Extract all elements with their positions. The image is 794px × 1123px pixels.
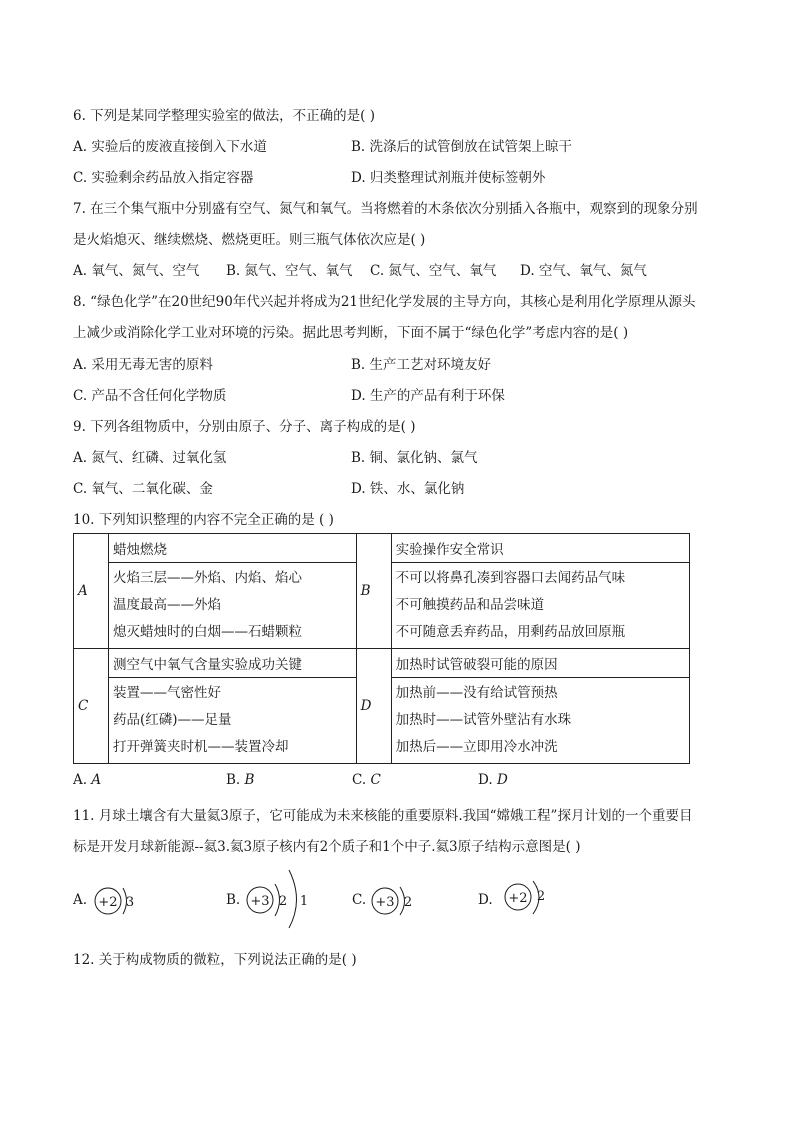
q7-option-b: B. 氮气、空气、氧气	[226, 263, 353, 279]
table-body-d	[391, 678, 689, 764]
q11-option-d-diagram	[503, 878, 558, 928]
q11-option-b-diagram	[244, 866, 314, 928]
q10-answer-d	[478, 772, 508, 788]
table-label-b: B	[356, 534, 391, 649]
table-label-d: D	[356, 649, 391, 764]
q8-option-a: A. 采用无毒无害的原料	[73, 357, 213, 373]
table-body-a	[109, 563, 357, 649]
q11-option-b-label: B.	[226, 892, 241, 908]
q6-stem: 6. 下列是某同学整理实验室的做法，不正确的是( )	[73, 108, 375, 124]
q10-answer-c-label: C.	[352, 772, 371, 788]
q10-answer-a	[73, 772, 101, 788]
q11-option-a-diagram	[92, 882, 142, 922]
table-label-a: A	[74, 534, 109, 649]
table-a-line-2: 温度最高——外焰	[113, 597, 221, 613]
q7-stem-line2: 是火焰熄灭、继续燃烧、燃烧更旺。则三瓶气体依次应是( )	[73, 232, 426, 248]
q10-answer-b-label: B.	[226, 772, 245, 788]
q9-option-d: D. 铁、水、氯化钠	[351, 481, 465, 497]
q7-option-a: A. 氧气、氮气、空气	[73, 263, 200, 279]
table-b-line-1: 不可以将鼻孔凑到容器口去闻药品气味	[395, 570, 626, 586]
table-body-b	[391, 563, 689, 649]
table-c-line-3: 打开弹簧夹时机——装置冷却	[113, 739, 289, 755]
q10-answer-c-value: C	[370, 772, 381, 788]
q8-stem-line1: 8. “绿色化学”在20世纪90年代兴起并将成为21世纪化学发展的主导方向，其核心是利用化学原理从源头	[73, 294, 696, 310]
knowledge-table	[73, 533, 690, 764]
table-d-line-3: 加热后——立即用冷水冲洗	[395, 739, 558, 755]
q9-stem: 9. 下列各组物质中，分别由原子、分子、离子构成的是( )	[73, 419, 416, 435]
q8-option-b: B. 生产工艺对环境友好	[351, 357, 492, 373]
q11-option-a-label: A.	[73, 892, 88, 908]
q11-b-shell-2-arc	[289, 870, 297, 928]
q6-option-a: A. 实验后的废液直接倒入下水道	[73, 139, 267, 155]
q10-answer-d-value: D	[496, 772, 508, 788]
q8-option-d: D. 生产的产品有利于环保	[351, 388, 505, 404]
table-c-line-1: 装置——气密性好	[113, 685, 221, 701]
q10-answer-d-label: D.	[478, 772, 497, 788]
table-a-line-1: 火焰三层——外焰、内焰、焰心	[113, 570, 302, 586]
q11-option-d-label: D.	[478, 892, 493, 908]
table-label-c: C	[74, 649, 109, 764]
table-c-line-2: 药品(红磷)——足量	[113, 712, 232, 728]
q11-stem-line1: 11. 月球土壤含有大量氦3原子，它可能成为未来核能的重要原料.我国“嫦娥工程”探月计划的一个重要目	[73, 808, 693, 824]
q11-b-shell-1: 2	[278, 894, 288, 909]
q10-answer-b	[226, 772, 254, 788]
q8-option-c: C. 产品不含任何化学物质	[73, 388, 227, 404]
q6-option-c: C. 实验剩余药品放入指定容器	[73, 170, 254, 186]
q11-c-shell-1: 2	[403, 895, 413, 910]
q8-stem-line2: 上减少或消除化学工业对环境的污染。据此思考判断，下面不属于“绿色化学”考虑内容的是( )	[73, 325, 629, 341]
q11-b-nucleus: +3	[250, 894, 270, 909]
q11-a-nucleus: +2	[98, 895, 118, 910]
table-d-line-2: 加热时——试管外壁沾有水珠	[395, 712, 572, 728]
table-a-line-3: 熄灭蜡烛时的白烟——石蜡颗粒	[113, 624, 302, 640]
q10-answer-a-label: A.	[73, 772, 92, 788]
table-head-d: 加热时试管破裂可能的原因	[391, 649, 689, 678]
q6-option-d: D. 归类整理试剂瓶并使标签朝外	[351, 170, 546, 186]
q11-b-shell-2: 1	[299, 894, 309, 909]
q7-stem-line1: 7. 在三个集气瓶中分别盛有空气、氮气和氧气。当将燃着的木条依次分别插入各瓶中，观察到的现象分别	[73, 201, 698, 217]
q10-answer-a-value: A	[91, 772, 102, 788]
q11-d-nucleus: +2	[508, 891, 528, 906]
q11-d-shell-1: 2	[536, 889, 546, 904]
q10-stem: 10. 下列知识整理的内容不完全正确的是 ( )	[73, 512, 334, 528]
q9-option-c: C. 氧气、二氧化碳、金	[73, 481, 213, 497]
table-head-b: 实验操作安全常识	[391, 534, 689, 563]
q9-option-a: A. 氮气、红磷、过氧化氢	[73, 450, 227, 466]
q6-option-b: B. 洗涤后的试管倒放在试管架上晾干	[351, 139, 573, 155]
table-body-c	[109, 678, 357, 764]
table-head-a: 蜡烛燃烧	[109, 534, 357, 563]
q11-stem-line2: 标是开发月球新能源--氦3.氦3原子核内有2个质子和1个中子.氦3原子结构示意图是( )	[73, 839, 581, 855]
table-b-line-3: 不可随意丢弃药品，用剩药品放回原瓶	[395, 624, 626, 640]
table-head-c: 测空气中氧气含量实验成功关键	[109, 649, 357, 678]
q11-option-c-diagram	[369, 882, 419, 922]
table-d-line-1: 加热前——没有给试管预热	[395, 685, 558, 701]
q9-option-b: B. 铜、氯化钠、氯气	[351, 450, 478, 466]
q7-option-c: C. 氮气、空气、氧气	[370, 263, 497, 279]
q10-answer-c	[352, 772, 381, 788]
q12-stem: 12. 关于构成物质的微粒，下列说法正确的是( )	[73, 952, 357, 968]
q11-c-nucleus: +3	[375, 895, 395, 910]
q11-option-c-label: C.	[352, 892, 367, 908]
q10-answer-b-value: B	[244, 772, 255, 788]
table-b-line-2: 不可触摸药品和品尝味道	[395, 597, 545, 613]
q11-a-shell-1: 3	[125, 895, 135, 910]
q7-option-d: D. 空气、氧气、氮气	[520, 263, 647, 279]
